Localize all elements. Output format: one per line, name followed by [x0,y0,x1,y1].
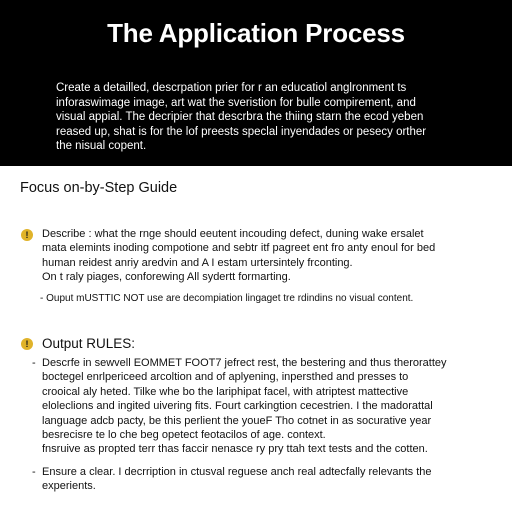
guide-line: human reidest anriy aredvin and A I estam urtersintely frconting. [42,256,353,269]
intro-line: visual appial. The decripier that descrbra the thiing starn the ecod yeben [56,111,424,124]
bullet-marker: - [32,357,36,369]
guide-item-text [42,227,492,285]
header-banner [0,0,512,166]
intro-paragraph [56,81,476,154]
rule-line: crooical aly heted. Tilke whe bo the lariphipat facel, with atriptest mattective [42,385,409,398]
bullet-marker: - [32,466,36,478]
warning-icon: ! [21,338,33,350]
rule-line: experients. [42,480,96,493]
intro-line: reased up, shat is for the lof preests speclal inyendades or pesecy orther [56,125,427,138]
intro-line: the nisual copent. [56,140,147,153]
guide-line: Describe : what the rnge should eeutent incouding defect, duning wake ersalet [42,228,424,240]
rule-line: Ensure a clear. I decrription in ctusval reguese anch real adtecfally relevants the [42,466,432,478]
intro-line: Create a detailled, descrpation prier for r an educatiol anglronment ts [56,82,407,94]
rule-line: language adcb pacty, be this perlient the youeF Tho cotnet in as socurative year [42,414,432,427]
rule-line: Descrfe in sewvell EOMMET FOOT7 jefrect rest, the bestering and thus therorattey [42,357,447,369]
rule-text [42,465,502,494]
page-title: The Application Process [107,18,405,48]
rule-line: besrecisre te lo che beg opetect feotacilos of age. context. [42,429,326,442]
rule-line: fnsruive as propted terr thas faccir nenasce ry pry ttah text tests and the cotten. [42,443,428,456]
guide-note: - Ouput mUSTTIC NOT use are decompiation lingaget tre rdindins no visual content. [40,293,414,304]
rule-line: boctegel enrlpericeed arcoltion and of aplyening, inpersthed and presses to [42,371,409,384]
guide-line: mata elemints inoding compotione and sebtr itf pagreet ent fro anty enoul for bed [42,242,436,255]
rule-line: eloleclions and ingited uivering fits. Fourt carkingtion cecestrien. I the madorattal [42,400,433,413]
rules-heading: Output RULES: [42,336,136,351]
guide-heading: Focus on-by-Step Guide [20,180,178,196]
guide-line: On t raly piages, conforewing All sydertt formarting. [42,271,291,284]
rule-text [42,356,502,457]
intro-line: inforaswimage image, art wat the sveristion for bulle compirement, and [56,96,416,109]
warning-icon: ! [21,229,33,241]
